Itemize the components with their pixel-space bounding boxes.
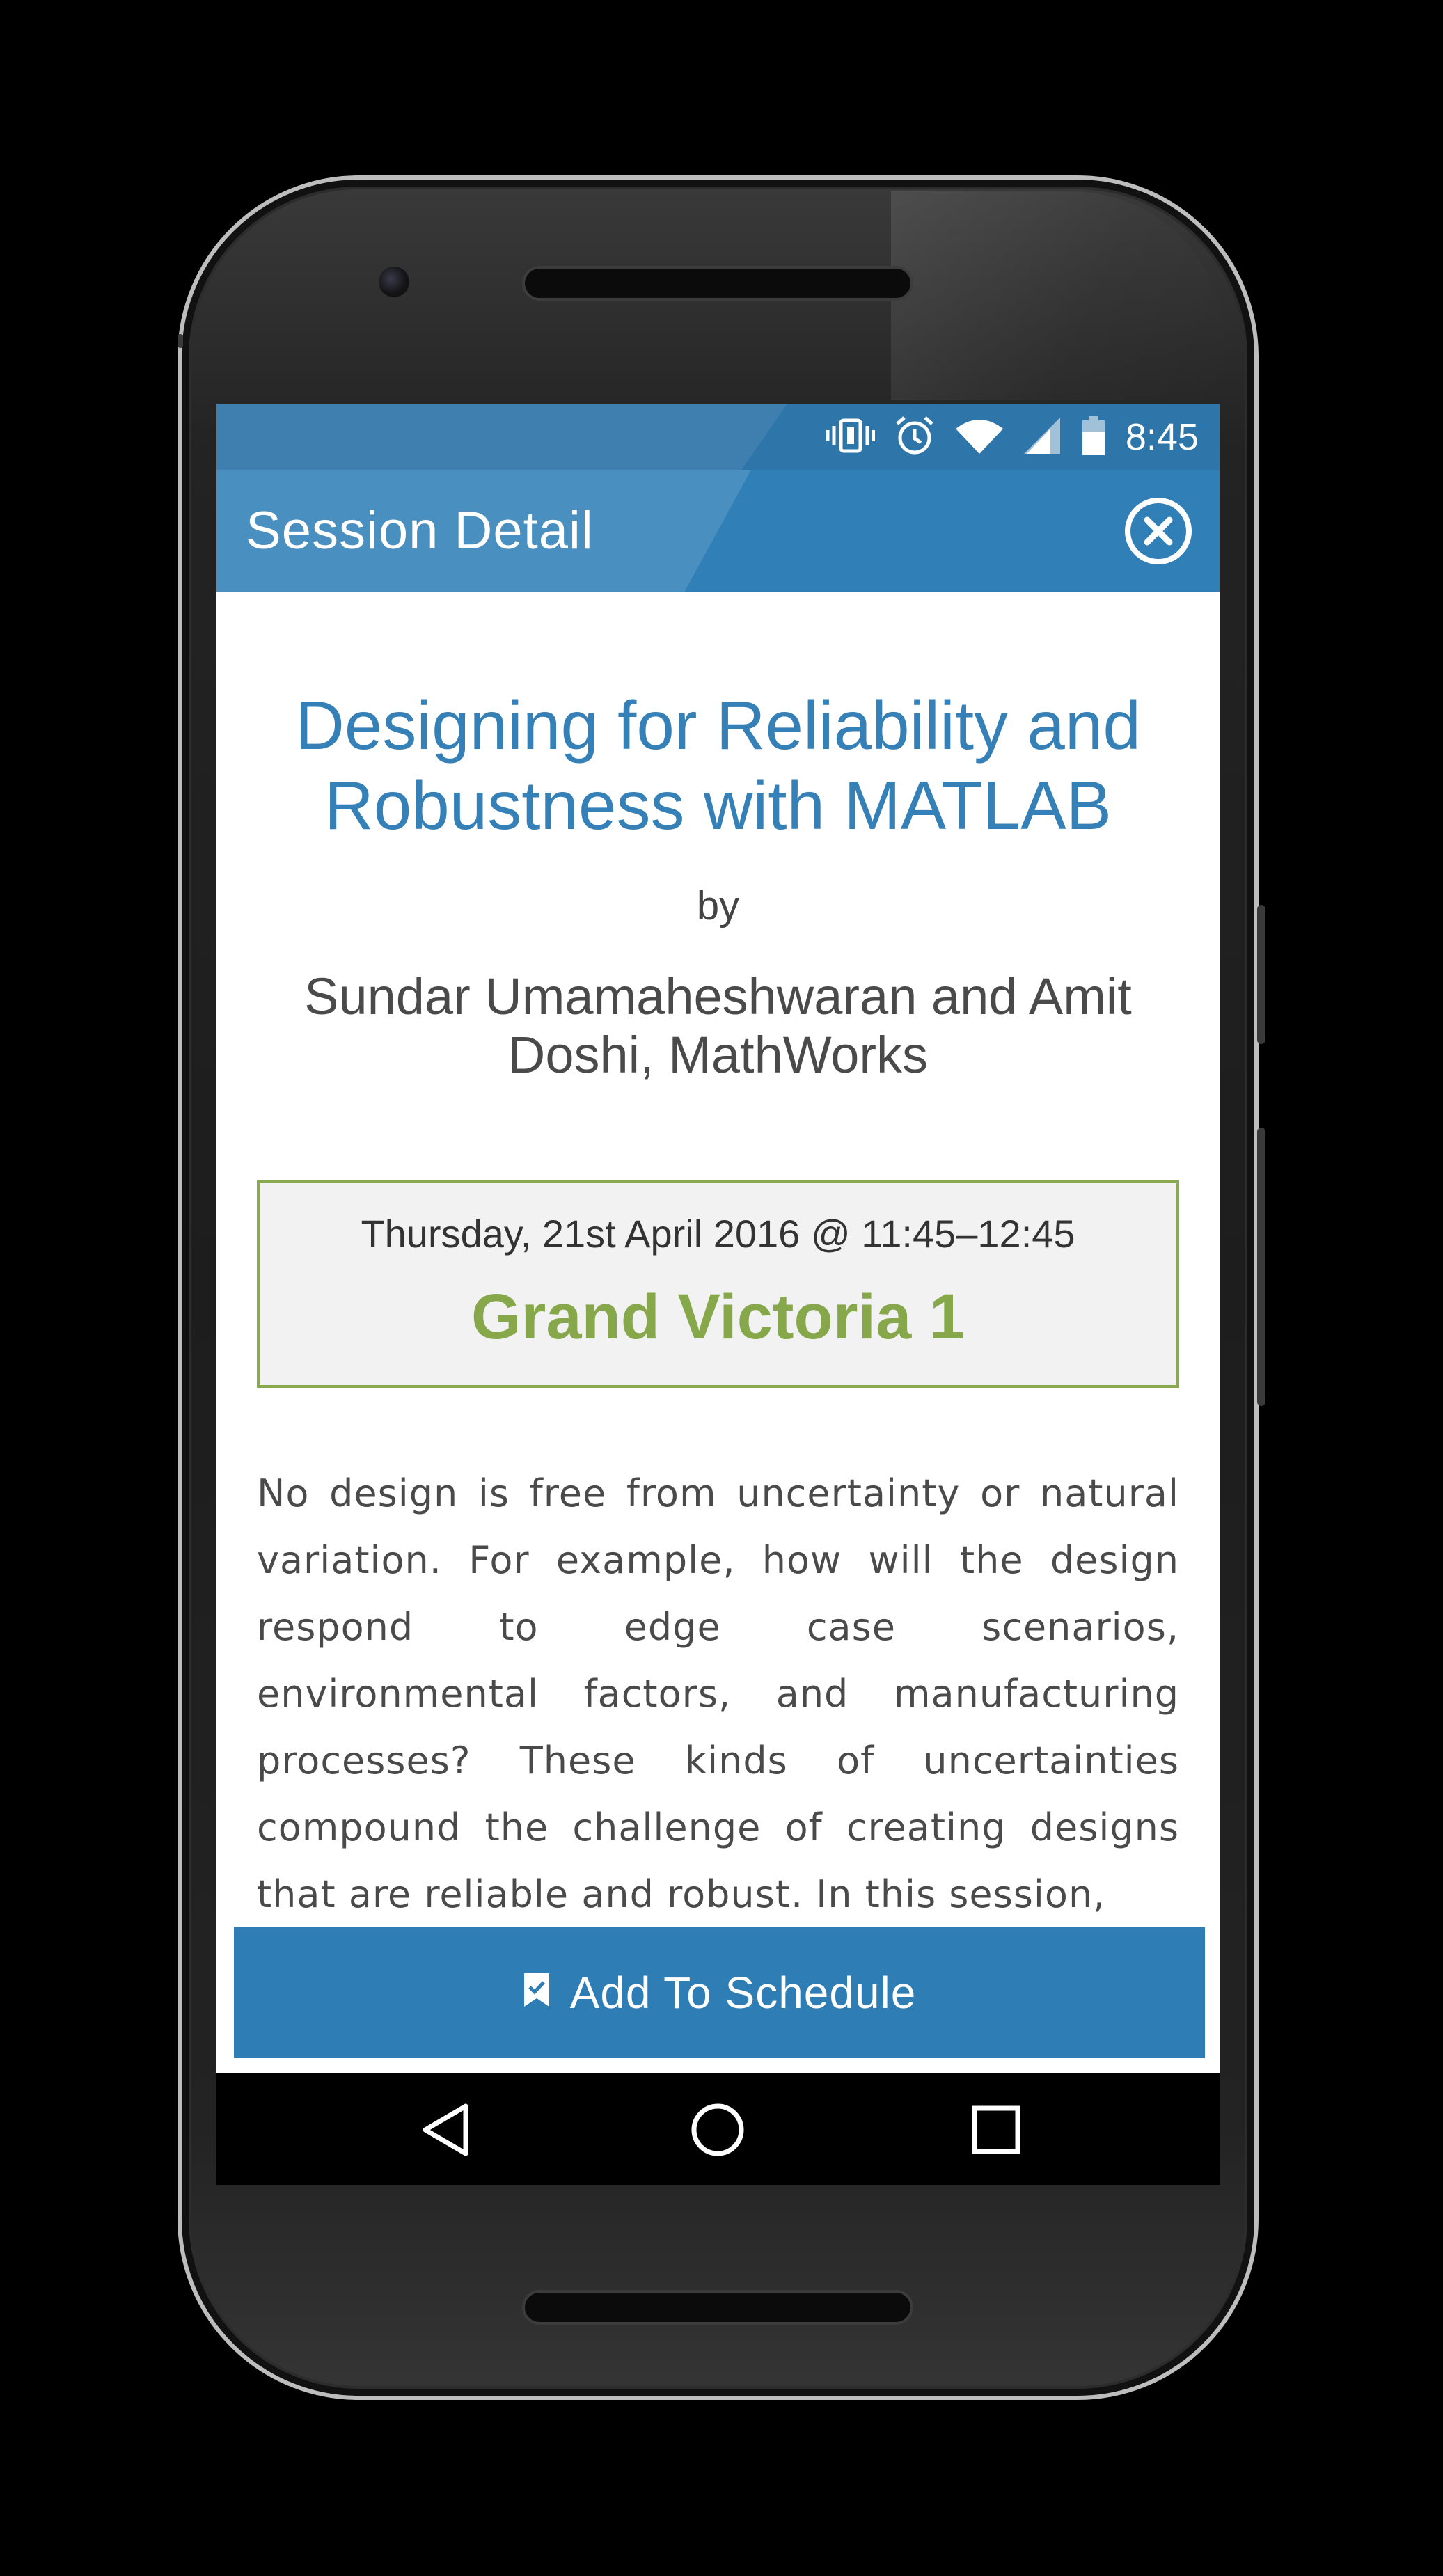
- volume-button: [1257, 905, 1265, 1044]
- bottom-speaker-grille: [522, 2290, 913, 2325]
- vibrate-icon: [826, 416, 875, 458]
- alarm-icon: [893, 415, 936, 459]
- home-button[interactable]: [683, 2099, 752, 2161]
- front-camera: [379, 267, 409, 297]
- session-time-room-box: [257, 1180, 1179, 1388]
- status-time: 8:45: [1125, 416, 1199, 458]
- page-title: Session Detail: [246, 501, 594, 560]
- session-title: Designing for Reliability and Robustness with MATLAB: [295, 687, 1141, 844]
- left-side-button: [178, 334, 183, 348]
- top-speaker-grille: [522, 266, 913, 301]
- signal-icon: [1023, 416, 1062, 458]
- close-button[interactable]: [1123, 496, 1193, 566]
- by-label: by: [696, 883, 740, 929]
- session-description: No design is free from uncertainty or natural variation. For example, how will the design respond to edge case scenarios, environmental factors, and manufacturing processes? These kinds of uncertainties compound the challenge of creating designs that are reliable and robust. In this session,: [257, 1471, 1179, 1916]
- add-to-schedule-label: Add To Schedule: [569, 1968, 917, 2018]
- phone-screen: [216, 404, 1220, 2185]
- status-icons: [826, 404, 1199, 470]
- wifi-icon: [954, 416, 1004, 458]
- session-content[interactable]: [216, 592, 1220, 2110]
- app-bar: [216, 470, 1220, 592]
- home-circle-icon: [688, 2101, 747, 2159]
- power-button: [1257, 1128, 1265, 1406]
- status-bar: [216, 404, 1220, 470]
- add-to-schedule-button[interactable]: [234, 1927, 1205, 2058]
- navigation-bar: [216, 2073, 1220, 2185]
- session-speakers: Sundar Umamaheshwaran and Amit Doshi, MathWorks: [304, 967, 1132, 1084]
- recents-button[interactable]: [961, 2099, 1031, 2161]
- bookmark-icon: [523, 1967, 551, 2018]
- status-bar-shade: [216, 404, 787, 470]
- session-room: Grand Victoria 1: [471, 1281, 965, 1352]
- battery-icon: [1080, 415, 1107, 459]
- back-triangle-icon: [421, 2102, 471, 2158]
- session-datetime: Thursday, 21st April 2016 @ 11:45–12:45: [361, 1212, 1075, 1256]
- back-button[interactable]: [411, 2099, 481, 2161]
- close-circle-icon: [1123, 496, 1193, 566]
- recents-square-icon: [970, 2104, 1022, 2156]
